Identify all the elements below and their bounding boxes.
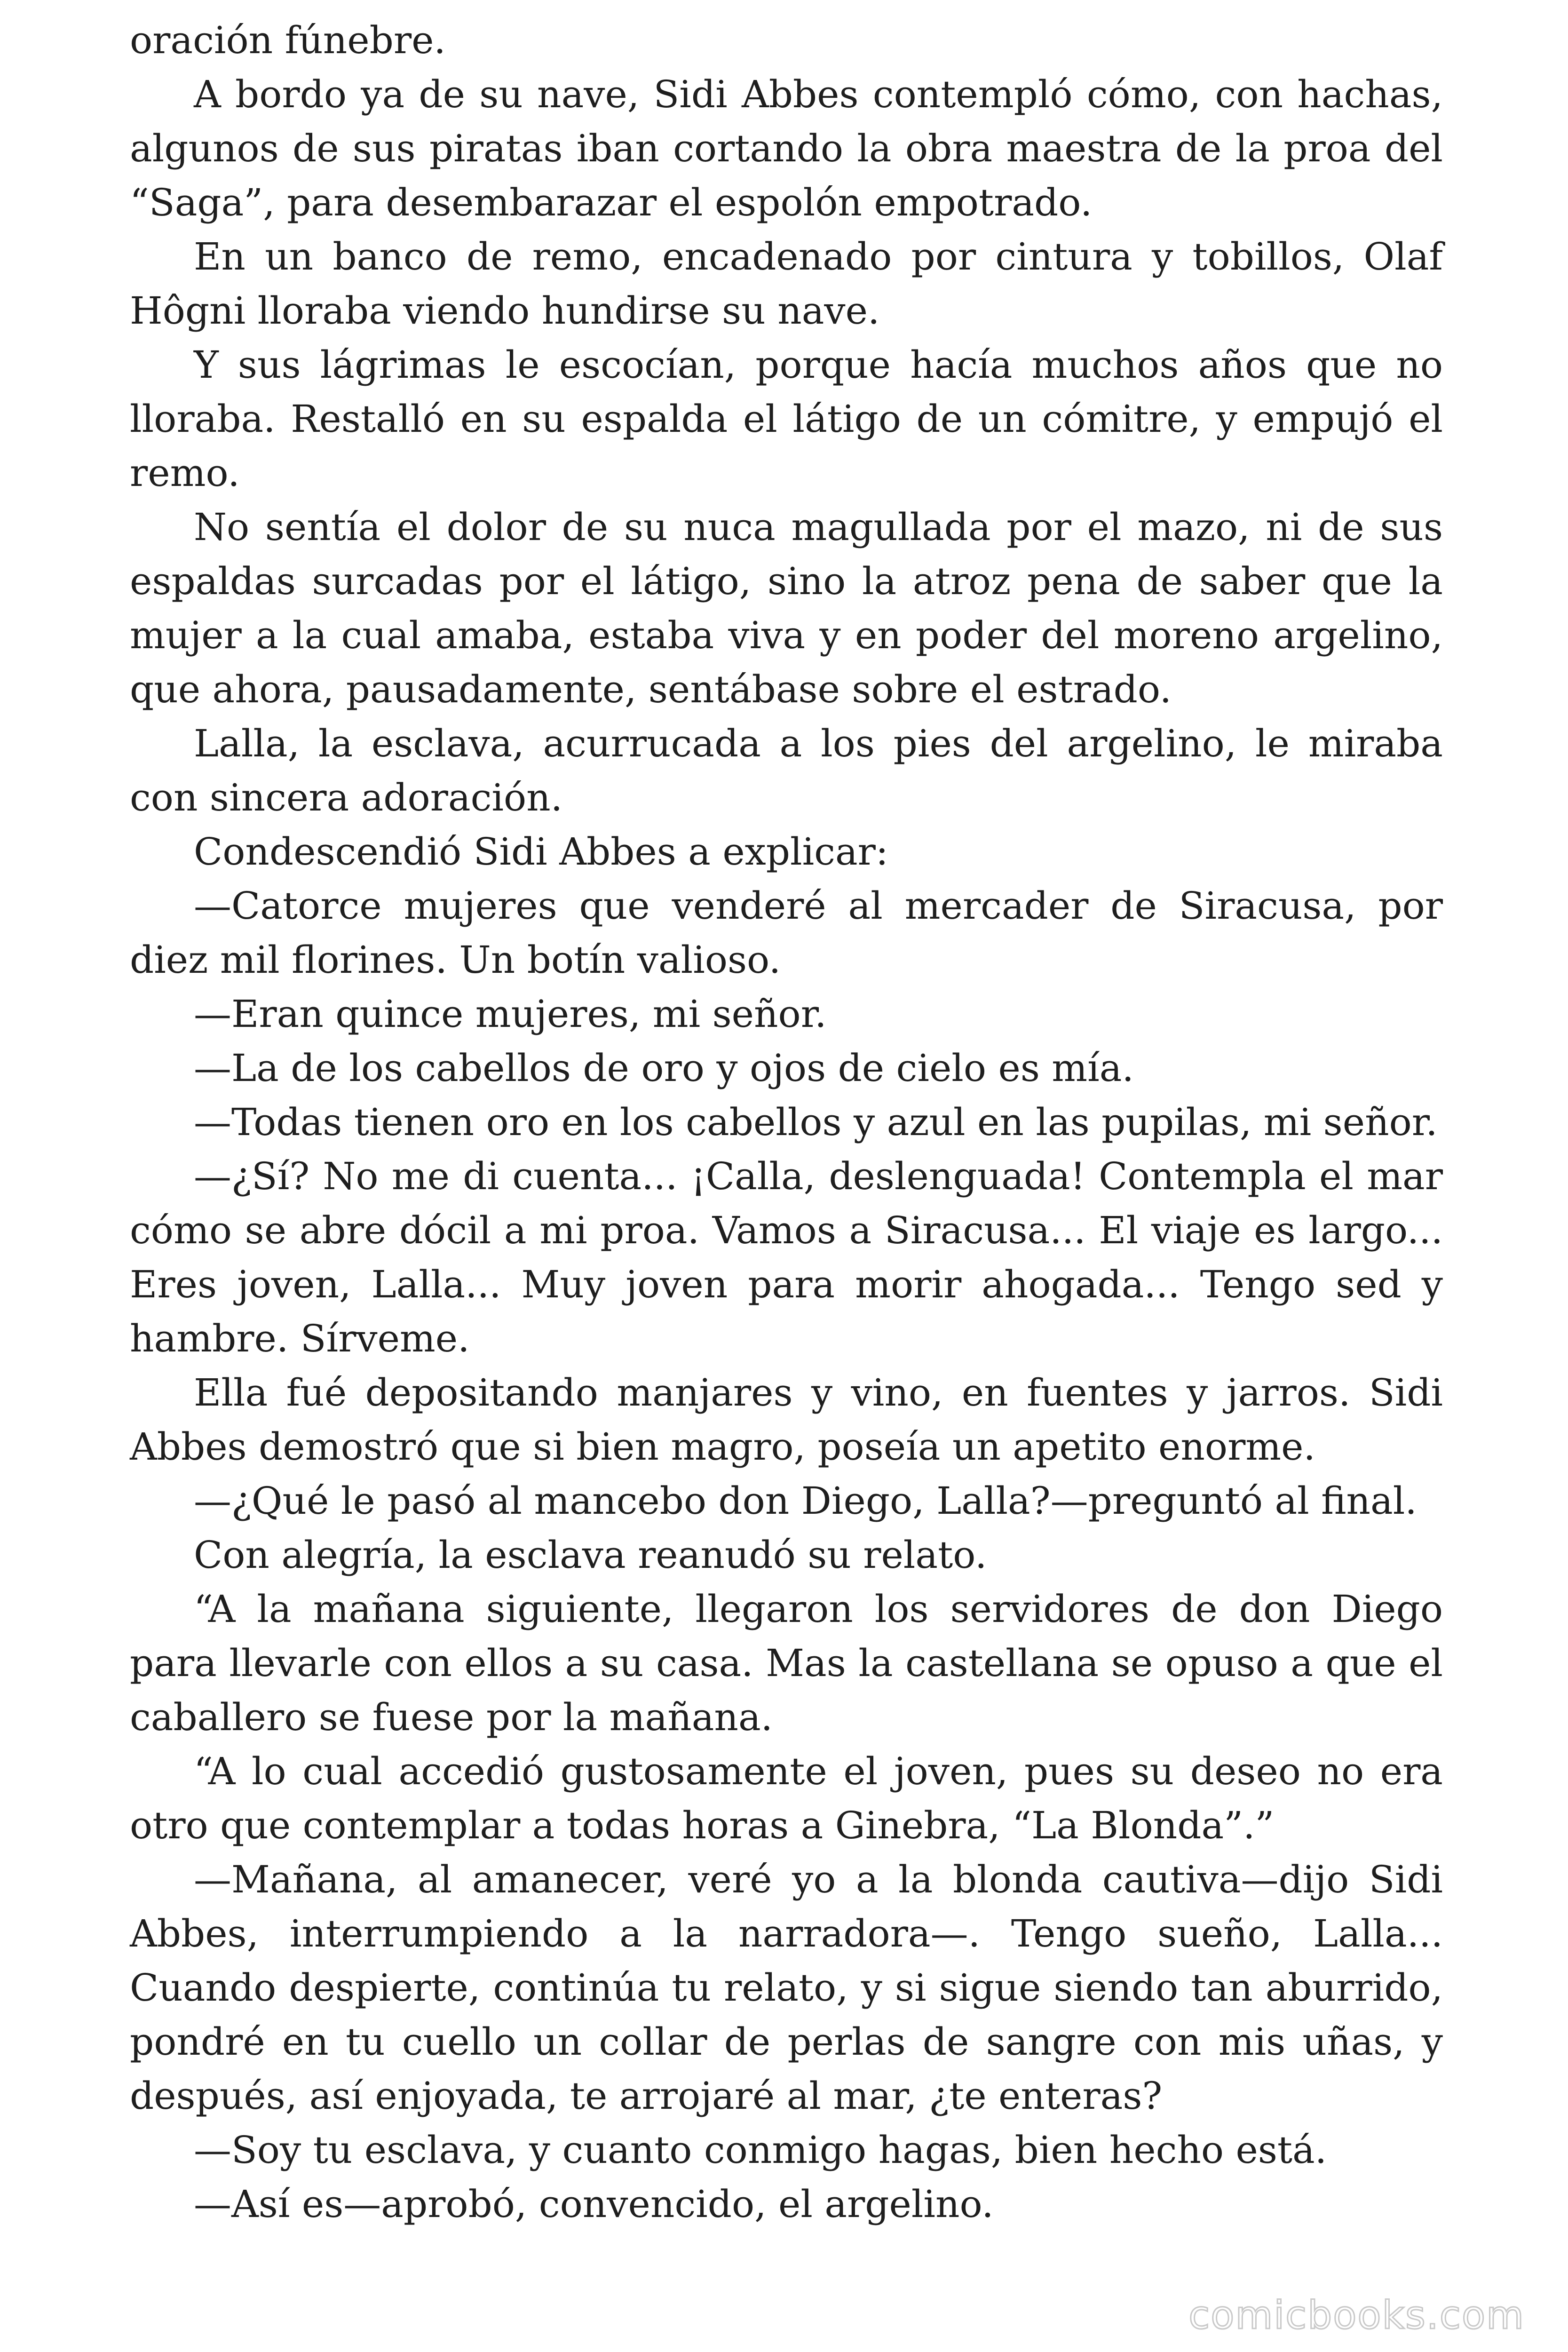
paragraph: “A la mañana siguiente, llegaron los servidores de don Diego para llevarle con ellos a su casa. Mas la castellana se opuso a que el caballero se fuese por la mañana. — [130, 1587, 1443, 1739]
paragraph: “A lo cual accedió gustosamente el joven, pues su deseo no era otro que contemplar a todas horas a Ginebra, “La Blonda”.” — [130, 1749, 1443, 1847]
dialogue-line: —Soy tu esclava, y cuanto conmigo hagas, bien hecho está. — [194, 2128, 1327, 2172]
watermark-text: comicbooks.com — [1188, 2293, 1525, 2338]
paragraph: A bordo ya de su nave, Sidi Abbes contempló cómo, con hachas, algunos de sus piratas iban cortando la obra maestra de la proa del “Saga”, para desembarazar el espolón empotrado. — [130, 72, 1443, 224]
paragraph: Lalla, la esclava, acurrucada a los pies del argelino, le miraba con sincera adoración. — [130, 722, 1443, 819]
dialogue-line: —¿Qué le pasó al mancebo don Diego, Lalla?—preguntó al final. — [194, 1479, 1417, 1523]
dialogue-line: —Catorce mujeres que venderé al mercader de Siracusa, por diez mil florines. Un botín valioso. — [130, 884, 1443, 982]
dialogue-line: —¿Sí? No me di cuenta... ¡Calla, deslenguada! Contempla el mar cómo se abre dócil a mi proa. Vamos a Siracusa... El viaje es largo... Eres joven, Lalla... Muy joven para morir ahogada... Tengo sed y hambre. Sírveme. — [130, 1154, 1443, 1360]
paragraph: No sentía el dolor de su nuca magullada por el mazo, ni de sus espaldas surcadas por el látigo, sino la atroz pena de saber que la mujer a la cual amaba, estaba viva y en poder del moreno argelino, que ahora, pausadamente, sentábase sobre el estrado. — [130, 505, 1443, 711]
dialogue-line: —Mañana, al amanecer, veré yo a la blonda cautiva—dijo Sidi Abbes, interrumpiendo a la narradora—. Tengo sueño, Lalla... Cuando despierte, continúa tu relato, y si sigue siendo tan aburrido, pondré en tu cuello un collar de perlas de sangre con mis uñas, y después, así enjoyada, te arrojaré al mar, ¿te enteras? — [130, 1858, 1443, 2118]
paragraph: Y sus lágrimas le escocían, porque hacía muchos años que no lloraba. Restalló en su espalda el látigo de un cómitre, y empujó el remo. — [130, 343, 1443, 495]
paragraph: En un banco de remo, encadenado por cintura y tobillos, Olaf Hôgni lloraba viendo hundirse su nave. — [130, 235, 1443, 333]
dialogue-line: —Así es—aprobó, convencido, el argelino. — [194, 2182, 994, 2226]
dialogue-line: —La de los cabellos de oro y ojos de cielo es mía. — [194, 1046, 1134, 1090]
paragraph-continuation: oración fúnebre. — [130, 18, 446, 62]
paragraph: Ella fué depositando manjares y vino, en fuentes y jarros. Sidi Abbes demostró que si bien magro, poseía un apetito enorme. — [130, 1371, 1443, 1469]
paragraph: Condescendió Sidi Abbes a explicar: — [194, 830, 888, 874]
dialogue-line: —Todas tienen oro en los cabellos y azul en las pupilas, mi señor. — [194, 1100, 1438, 1144]
page-text — [130, 13, 1443, 2231]
paragraph: Con alegría, la esclava reanudó su relato. — [194, 1533, 987, 1577]
dialogue-line: —Eran quince mujeres, mi señor. — [194, 992, 827, 1036]
